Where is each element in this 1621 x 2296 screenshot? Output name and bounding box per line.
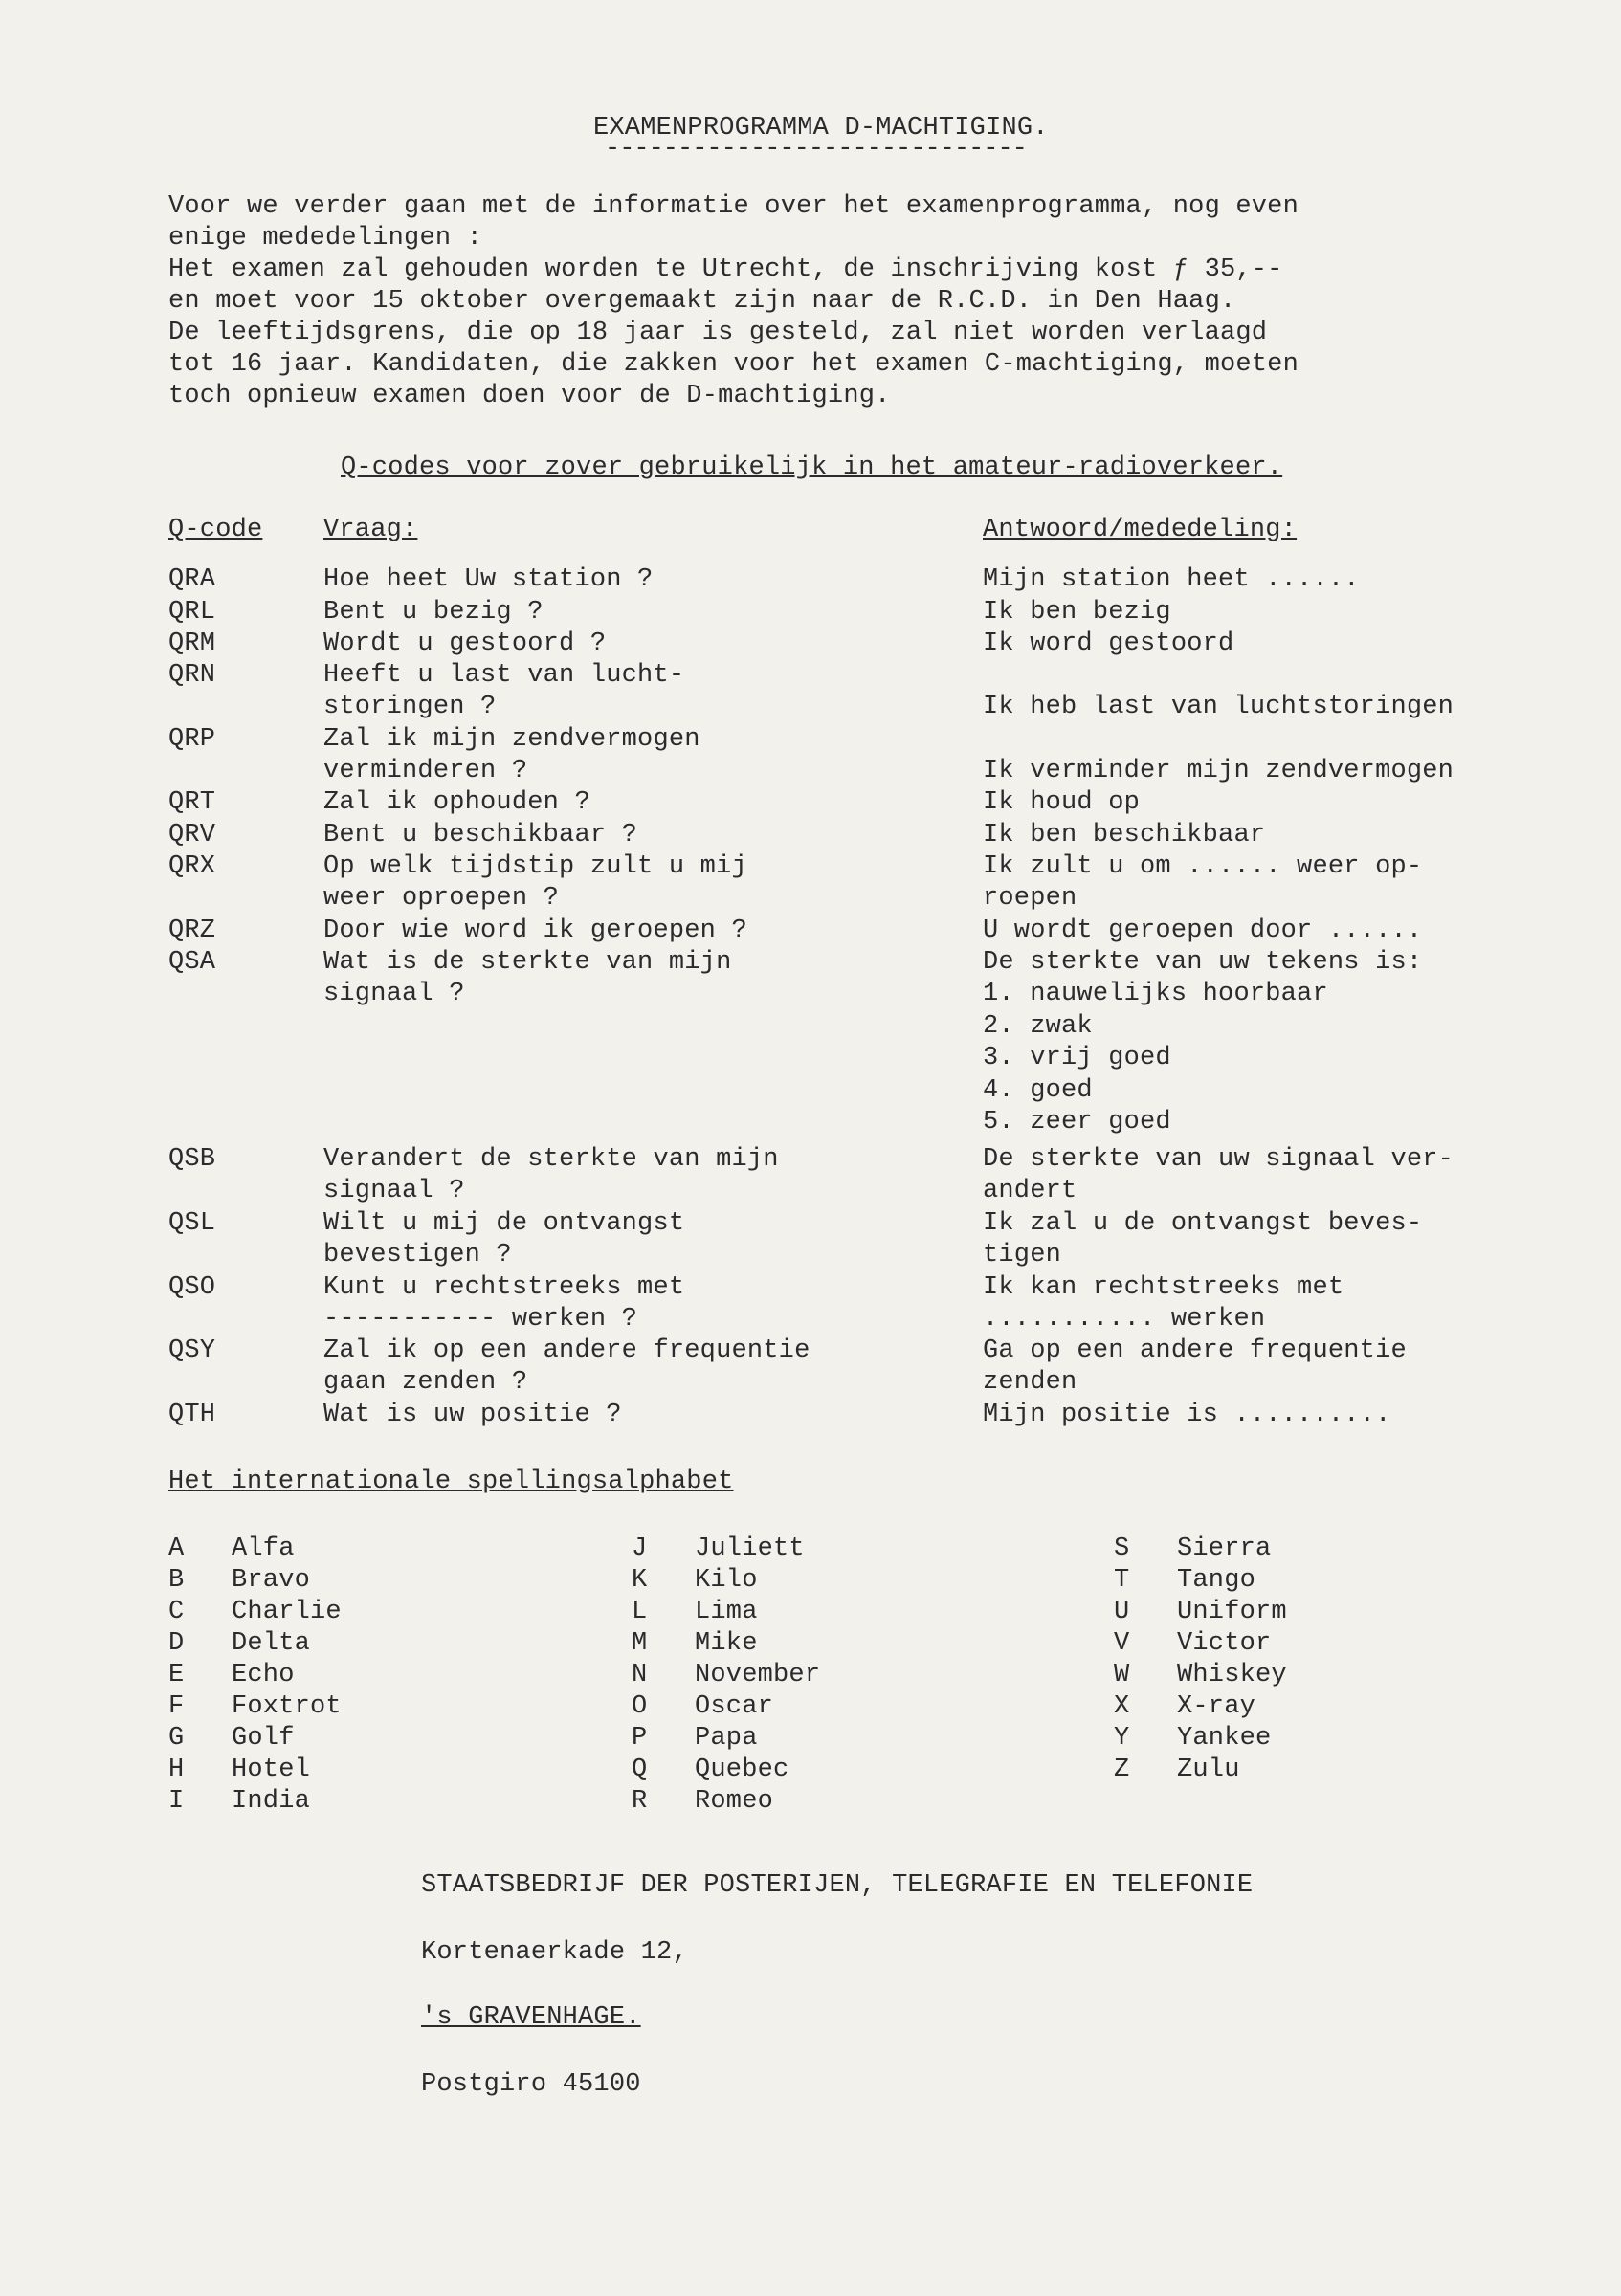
alphabet-word: Tango [1177,1566,1256,1595]
qcode-question-line: weer oproepen ? [323,884,560,914]
qcode-question [323,724,700,788]
qcode-answer [983,851,1422,916]
alphabet-letter: W [1114,1661,1130,1689]
qcode-question-line: Zal ik ophouden ? [323,788,590,817]
alphabet-entry [1114,1628,1287,1660]
document-title: EXAMENPROGRAMMA D-MACHTIGING. [593,114,1049,143]
alphabet-word: Uniform [1177,1598,1287,1626]
qcode-answer [983,1400,1390,1431]
qcode-question-line: Wilt u mij de ontvangst [323,1209,685,1238]
alphabet-letter: Q [632,1755,648,1784]
qcode-answer-line: 2. zwak [983,1011,1093,1041]
alphabet-entry [1114,1534,1287,1565]
qcode-question-line: signaal ? [323,980,465,1009]
alphabet-entry [1114,1565,1287,1597]
qcode-code: QRN [168,661,216,690]
alphabet-entry [632,1534,820,1565]
qcode-question-line: gaan zenden ? [323,1368,528,1398]
alphabet-letter: F [168,1692,185,1721]
intro-paragraph [168,191,1299,412]
qcode-code: QRX [168,852,216,881]
title-underline-rule: ----------------------------- [605,135,1027,164]
qcode-answer-line: Mijn station heet ...... [983,565,1360,594]
qcode-answer [983,916,1422,947]
qcode-question-line: Heeft u last van lucht- [323,661,685,690]
alphabet-entry [168,1660,342,1691]
footer-address: Kortenaerkade 12, [421,1938,688,1967]
alphabet-column-3 [1114,1534,1287,1786]
qcode-answer [983,564,1360,596]
qcode-answer [983,724,1454,788]
qcode-answer [983,820,1265,851]
alphabet-letter: S [1114,1534,1130,1563]
qcode-answer-line: 5. zeer goed [983,1107,1171,1137]
qcode-question [323,564,653,596]
alphabet-letter: I [168,1787,185,1816]
alphabet-letter: R [632,1787,648,1816]
qcode-question [323,1272,684,1336]
qcode-answer [983,1208,1422,1272]
alphabet-letter: U [1114,1598,1130,1626]
alphabet-word: Charlie [232,1598,342,1626]
alphabet-column-1 [168,1534,342,1818]
qcode-answer-line: Ik ben beschikbaar [983,821,1266,850]
qcode-code: QRZ [168,916,216,945]
alphabet-word: Foxtrot [232,1692,342,1721]
qcode-question [323,851,747,916]
alphabet-letter: E [168,1661,185,1689]
qcode-question [323,916,747,947]
alphabet-entry [632,1597,820,1628]
qcode-answer-line: 4. goed [983,1075,1093,1105]
alphabet-word: Delta [232,1629,311,1658]
alphabet-word: Juliett [695,1534,805,1563]
qcode-question-line: Door wie word ik geroepen ? [323,916,747,945]
qcode-answer [983,1272,1343,1336]
alphabet-entry [1114,1755,1287,1786]
alphabet-letter: J [632,1534,648,1563]
alphabet-letter: Y [1114,1724,1130,1753]
column-header-question: Vraag: [323,516,418,544]
alphabet-word: Kilo [695,1566,758,1595]
alphabet-letter: P [632,1724,648,1753]
alphabet-letter: A [168,1534,185,1563]
alphabet-entry [632,1786,820,1818]
alphabet-word: Bravo [232,1566,311,1595]
qcode-code: QTH [168,1401,216,1429]
qcode-question [323,1144,779,1208]
alphabet-column-2 [632,1534,820,1818]
alphabet-letter: B [168,1566,185,1595]
intro-line: enige mededelingen : [168,224,483,253]
alphabet-word: Oscar [695,1692,774,1721]
qcode-answer-line [983,660,1454,692]
alphabet-word: Romeo [695,1787,774,1816]
alphabet-letter: K [632,1566,648,1595]
qcode-question-line: verminderen ? [323,757,528,786]
footer-city: 's GRAVENHAGE. [421,2003,641,2032]
qcode-answer-line: De sterkte van uw tekens is: [983,948,1423,977]
alphabet-letter: Z [1114,1755,1130,1784]
qcode-code: QSL [168,1209,216,1238]
qcode-answer-line: Ik heb last van luchtstoringen [983,693,1454,722]
qcode-code: QRL [168,598,216,627]
qcode-answer [983,1336,1407,1400]
intro-line: tot 16 jaar. Kandidaten, die zakken voor het examen C-machtiging, moeten [168,350,1299,379]
qcode-answer [983,660,1454,724]
qcode-question-line: Zal ik op een andere frequentie [323,1336,810,1365]
qcode-answer-line: Ik kan rechtstreeks met [983,1273,1344,1302]
qcode-answer-line: De sterkte van uw signaal ver- [983,1145,1454,1174]
qcode-question-line: Wat is uw positie ? [323,1401,622,1429]
qcode-answer [983,597,1171,629]
qcode-answer-line: Ik zult u om ...... weer op- [983,852,1423,881]
alphabet-entry [632,1691,820,1723]
alphabet-entry [632,1755,820,1786]
qcode-question [323,1208,684,1272]
alphabet-word: Lima [695,1598,758,1626]
qcode-answer-line: andert [983,1177,1077,1206]
footer-organisation: STAATSBEDRIJF DER POSTERIJEN, TELEGRAFIE EN TELEFONIE [421,1871,1254,1900]
qcode-answer-line: Ik zal u de ontvangst beves- [983,1209,1423,1238]
alphabet-word: Alfa [232,1534,295,1563]
qcode-question [323,597,544,629]
alphabet-word: X-ray [1177,1692,1256,1721]
qcode-answer-line: 3. vrij goed [983,1044,1171,1073]
qcode-question [323,947,731,1011]
alphabet-entry [168,1597,342,1628]
qcode-question-line: Verandert de sterkte van mijn [323,1145,779,1174]
alphabet-word: Whiskey [1177,1661,1287,1689]
qcode-question-line: Zal ik mijn zendvermogen [323,725,700,754]
alphabet-letter: O [632,1692,648,1721]
alphabet-word: India [232,1787,311,1816]
alphabet-letter: T [1114,1566,1130,1595]
alphabet-letter: V [1114,1629,1130,1658]
alphabet-entry [632,1660,820,1691]
qcode-code: QRA [168,565,216,594]
alphabet-letter: M [632,1629,648,1658]
qcode-question-line: Op welk tijdstip zult u mij [323,852,747,881]
alphabet-entry [168,1691,342,1723]
intro-line: Voor we verder gaan met de informatie over het examenprogramma, nog even [168,192,1299,221]
qcode-answer-line: tigen [983,1241,1062,1270]
qcode-answer-line: Mijn positie is .......... [983,1401,1391,1429]
alphabet-letter: G [168,1724,185,1753]
alphabet-word: Yankee [1177,1724,1272,1753]
qcode-answer [983,1144,1454,1208]
alphabet-entry [632,1565,820,1597]
alphabet-letter: N [632,1661,648,1689]
qcode-question [323,1400,622,1431]
footer-postgiro: Postgiro 45100 [421,2070,641,2099]
alphabet-word: Mike [695,1629,758,1658]
intro-line: toch opnieuw examen doen voor de D-machtiging. [168,382,891,410]
qcode-question [323,1336,810,1400]
qcode-answer-line [983,724,1454,756]
alphabet-entry [168,1534,342,1565]
alphabet-word: Sierra [1177,1534,1272,1563]
alphabet-word: Papa [695,1724,758,1753]
qcode-code: QSB [168,1145,216,1174]
alphabet-entry [1114,1691,1287,1723]
qcode-answer-line: Ga op een andere frequentie [983,1336,1407,1365]
qcode-code: QSA [168,948,216,977]
alphabet-letter: L [632,1598,648,1626]
qcode-question-line: Bent u beschikbaar ? [323,821,638,850]
qcode-question-line: Bent u bezig ? [323,598,544,627]
intro-line: De leeftijdsgrens, die op 18 jaar is gesteld, zal niet worden verlaagd [168,319,1268,347]
qcode-answer-line: Ik word gestoord [983,629,1234,658]
alphabet-entry [168,1755,342,1786]
alphabet-entry [632,1628,820,1660]
qcode-answer-line: Ik houd op [983,788,1141,817]
column-header-answer: Antwoord/mededeling: [983,516,1298,544]
column-header-code: Q-code [168,516,263,544]
qcode-question-line: Kunt u rechtstreeks met [323,1273,685,1302]
qcode-question-line: Wordt u gestoord ? [323,629,607,658]
alphabet-word: Quebec [695,1755,789,1784]
qcode-question-line: Hoe heet Uw station ? [323,565,654,594]
qcode-question [323,629,606,660]
qcode-question [323,787,590,819]
qcode-code: QRM [168,629,216,658]
qcode-question-line: ----------- werken ? [323,1305,638,1335]
qcode-answer [983,787,1140,819]
alphabet-entry [632,1723,820,1755]
alphabet-entry [1114,1597,1287,1628]
alphabet-letter: H [168,1755,185,1784]
alphabet-entry [1114,1723,1287,1755]
alphabet-word: Hotel [232,1755,311,1784]
alphabet-heading: Het internationale spellingsalphabet [168,1468,734,1496]
qcode-answer-line: U wordt geroepen door ...... [983,916,1423,945]
intro-line: Het examen zal gehouden worden te Utrecht, de inschrijving kost ƒ 35,-- [168,255,1283,284]
qcode-answer-line: Ik ben bezig [983,598,1171,627]
alphabet-entry [168,1786,342,1818]
qcode-question [323,820,637,851]
qcode-question-line: bevestigen ? [323,1241,512,1270]
alphabet-entry [168,1723,342,1755]
qcode-question-line: Wat is de sterkte van mijn [323,948,732,977]
qcode-code: QSY [168,1336,216,1365]
qcode-answer-line: 1. nauwelijks hoorbaar [983,980,1328,1009]
qcode-question-line: storingen ? [323,693,497,722]
alphabet-word: Victor [1177,1629,1272,1658]
alphabet-word: Zulu [1177,1755,1240,1784]
intro-line: en moet voor 15 oktober overgemaakt zijn naar de R.C.D. in Den Haag. [168,287,1236,316]
alphabet-letter: C [168,1598,185,1626]
qcode-answer [983,629,1233,660]
qcode-answer-line: roepen [983,884,1077,914]
qcode-answer-line: Ik verminder mijn zendvermogen [983,757,1454,786]
qcode-question-line: signaal ? [323,1177,465,1206]
qcode-code: QSO [168,1273,216,1302]
qcode-code: QRV [168,821,216,850]
qcode-answer [983,947,1422,1138]
alphabet-word: November [695,1661,821,1689]
alphabet-word: Echo [232,1661,295,1689]
alphabet-letter: D [168,1629,185,1658]
qcodes-heading: Q-codes voor zover gebruikelijk in het amateur-radioverkeer. [341,453,1283,482]
alphabet-word: Golf [232,1724,295,1753]
qcode-answer-line: ........... werken [983,1305,1266,1335]
qcode-answer-line: zenden [983,1368,1077,1398]
alphabet-entry [168,1565,342,1597]
qcode-question [323,660,684,724]
alphabet-entry [168,1628,342,1660]
qcode-code: QRT [168,788,216,817]
qcode-code: QRP [168,725,216,754]
alphabet-letter: X [1114,1692,1130,1721]
alphabet-entry [1114,1660,1287,1691]
